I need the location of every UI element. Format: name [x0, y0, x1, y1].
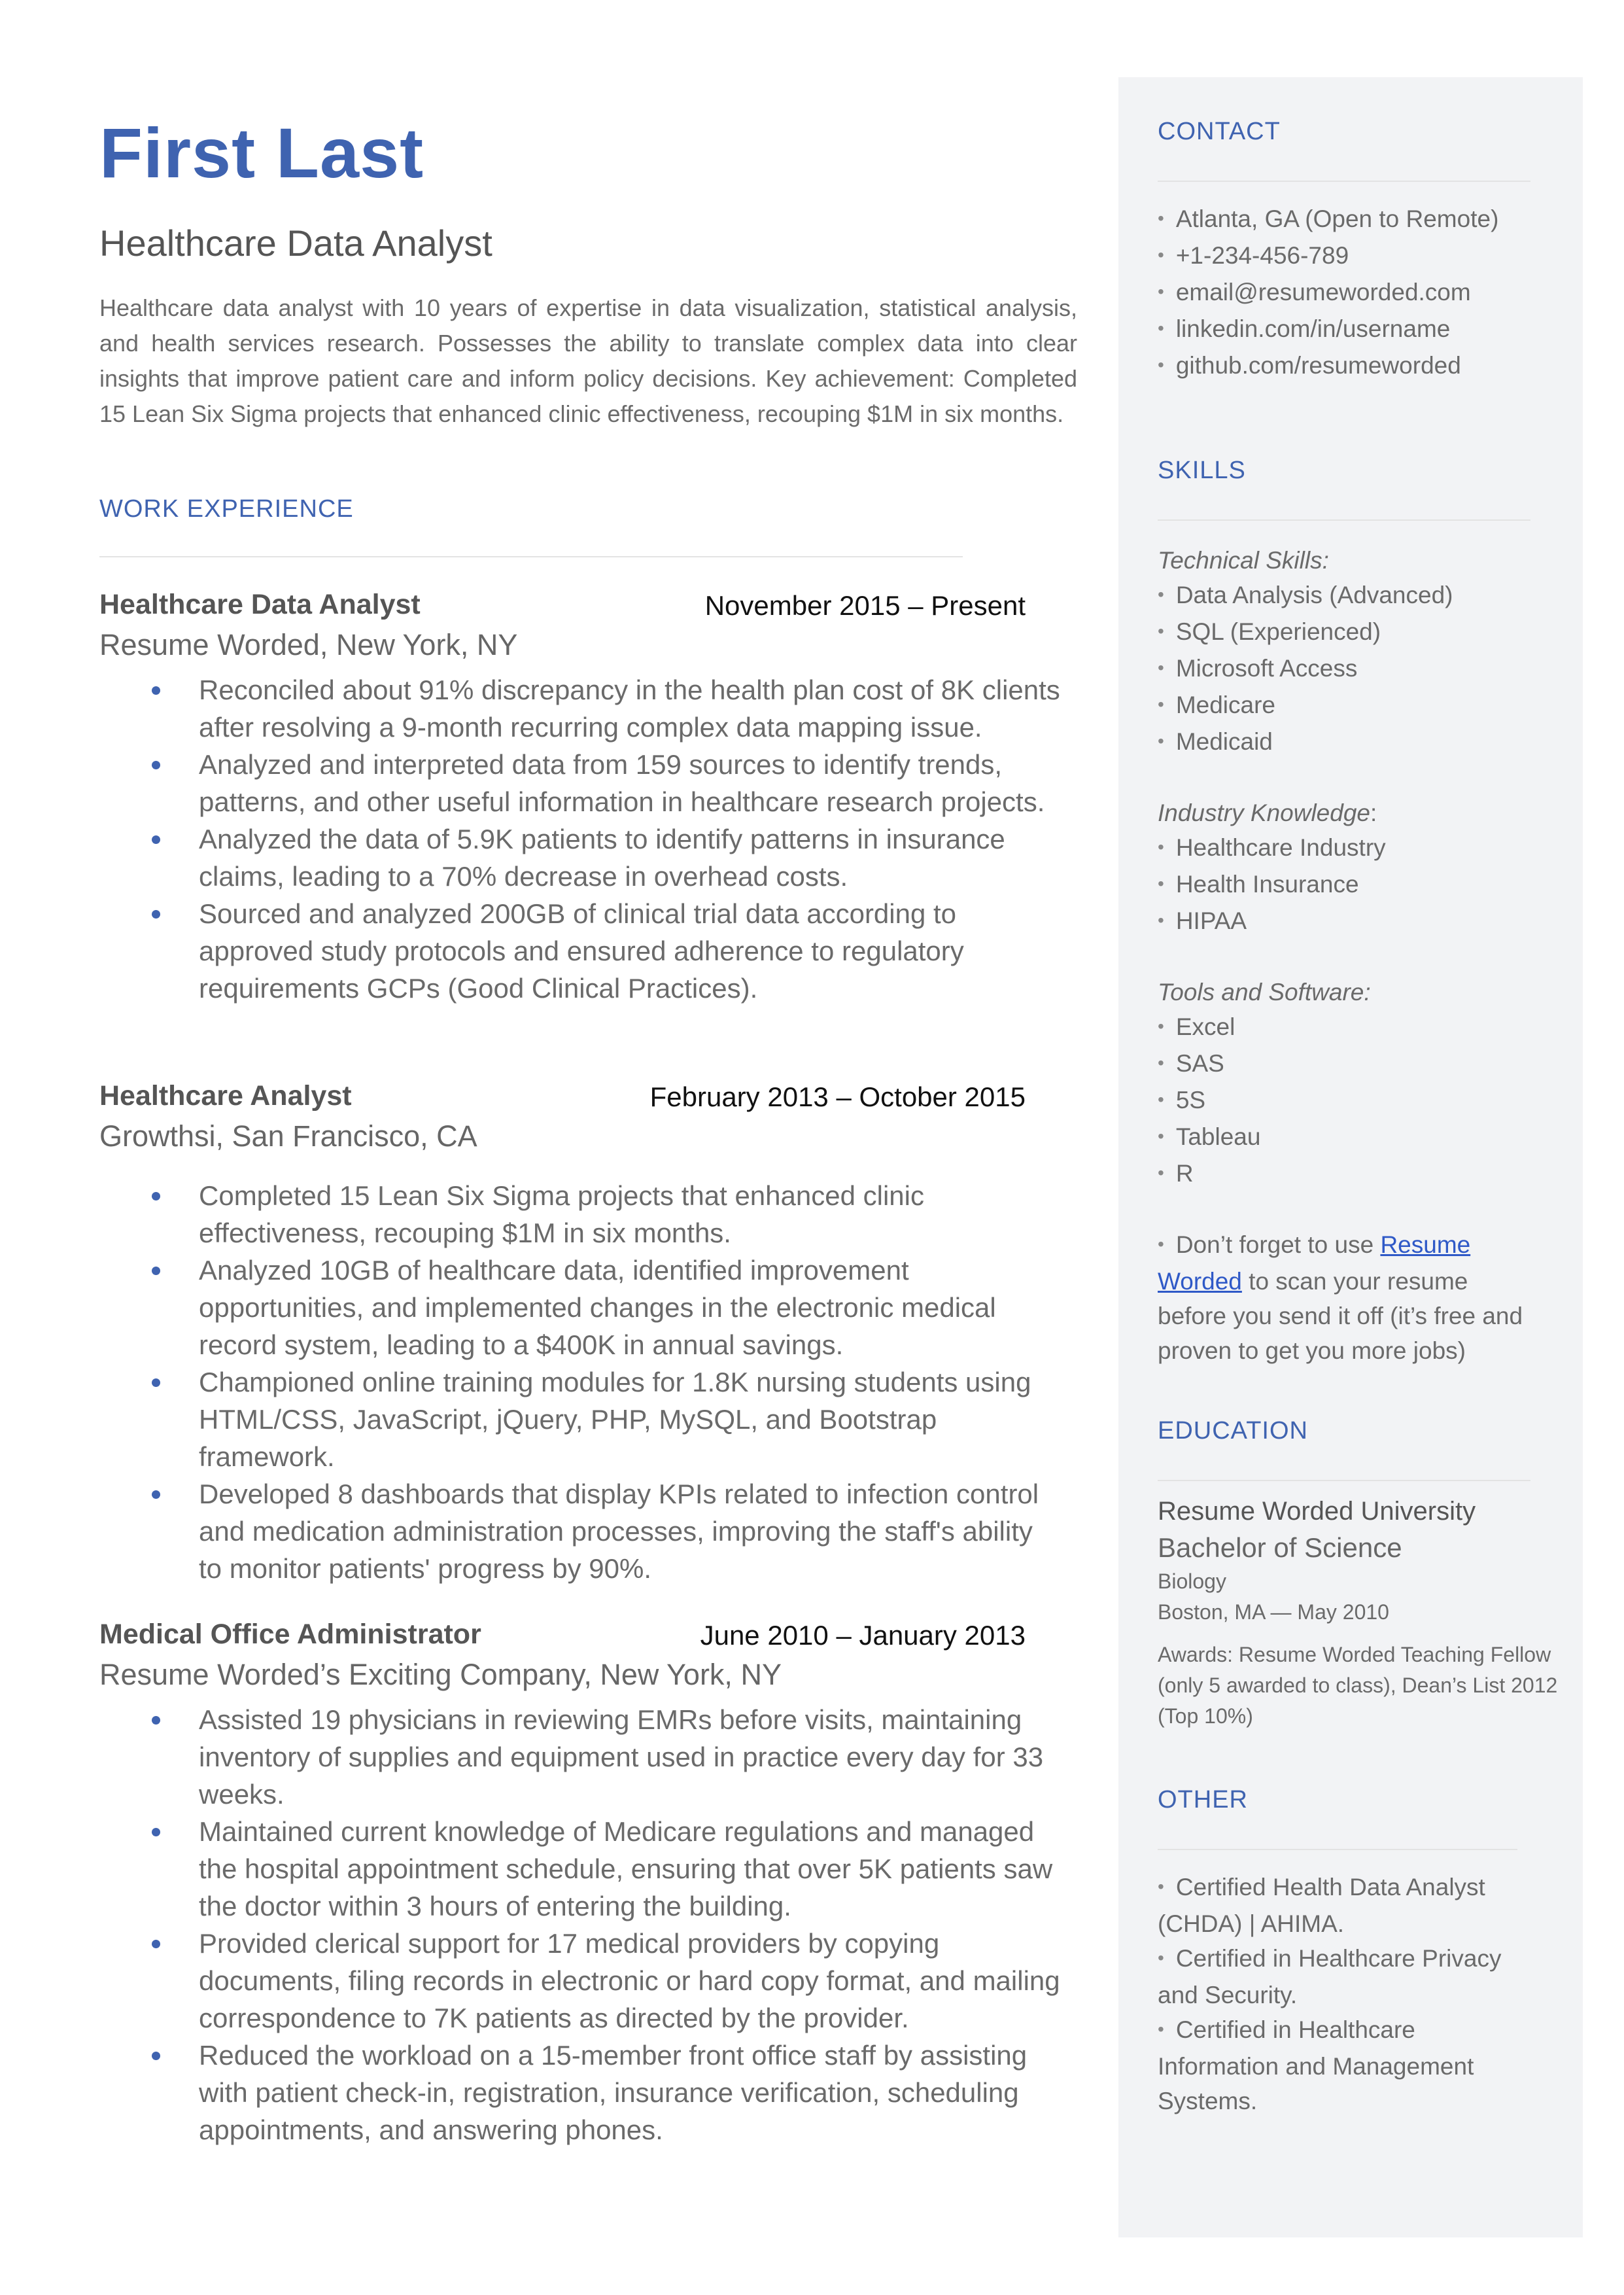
- contact-linkedin[interactable]: • linkedin.com/in/username: [1158, 311, 1563, 348]
- tools-software-label: Tools and Software:: [1158, 979, 1371, 1006]
- other-item: • Certified Health Data Analyst (CHDA) | AHIMA.: [1158, 1870, 1524, 1941]
- job-dates: June 2010 – January 2013: [700, 1620, 1026, 1651]
- job-dates: February 2013 – October 2015: [649, 1081, 1026, 1112]
- job-bullet: Reduced the workload on a 15-member front office staff by assisting with patient check-in, registration, insurance verification, scheduling appointments, and answering phones.: [99, 2037, 1062, 2148]
- job-bullet: Completed 15 Lean Six Sigma projects that enhanced clinic effectiveness, recouping $1M in six months.: [99, 1177, 1062, 1252]
- bullet-dot-icon: [152, 1716, 160, 1725]
- divider: [1158, 1480, 1530, 1481]
- bullet-dot-icon: [152, 1828, 160, 1836]
- job-bullet: Provided clerical support for 17 medical providers by copying documents, filing records in electronic or hard copy format, and mailing correspondence to 7K patients as directed by the provider.: [99, 1925, 1062, 2037]
- job-company: Growthsi, San Francisco, CA: [99, 1119, 477, 1153]
- job-company: Resume Worded’s Exciting Company, New York, NY: [99, 1658, 782, 1691]
- job-entry: [99, 1080, 1080, 1587]
- skill-item: • Healthcare Industry: [1158, 830, 1550, 867]
- education-section: [1158, 1417, 1563, 1728]
- job-bullet: Analyzed 10GB of healthcare data, identified improvement opportunities, and implemented changes in the electronic medical record system, leading to a $400K in annual savings.: [99, 1252, 1062, 1363]
- education-awards: Awards: Resume Worded Teaching Fellow (only 5 awarded to class), Dean’s List 2012 (Top 10%): [1158, 1643, 1558, 1728]
- job-title: Healthcare Analyst: [99, 1080, 352, 1112]
- bullet-dot-icon: [152, 1192, 160, 1200]
- job-title: Medical Office Administrator: [99, 1619, 481, 1650]
- bullet-dot-icon: [152, 835, 160, 844]
- skill-item: • HIPAA: [1158, 903, 1550, 940]
- bullet-dot-icon: [152, 1490, 160, 1499]
- job-bullet: Analyzed and interpreted data from 159 sources to identify trends, patterns, and other useful information in healthcare research projects.: [99, 746, 1062, 820]
- skill-item: • Data Analysis (Advanced): [1158, 578, 1550, 614]
- skill-item: • Health Insurance: [1158, 867, 1550, 903]
- bullet-dot-icon: [152, 1267, 160, 1275]
- education-heading: EDUCATION: [1158, 1417, 1308, 1445]
- candidate-role: Healthcare Data Analyst: [99, 222, 492, 264]
- contact-location: • Atlanta, GA (Open to Remote): [1158, 201, 1563, 238]
- job-title: Healthcare Data Analyst: [99, 589, 421, 620]
- bullet-dot-icon: [152, 686, 160, 695]
- skill-item: • Medicaid: [1158, 724, 1550, 761]
- technical-skills-label: Technical Skills:: [1158, 547, 1329, 574]
- job-dates: November 2015 – Present: [704, 590, 1026, 621]
- candidate-name: First Last: [99, 113, 424, 192]
- summary: Healthcare data analyst with 10 years of expertise in data visualization, statistical analysis, and health services research. Possesses the ability to translate complex data into clear insights that improve patient care and inform policy decisions. Key achievement: Completed 15 Lean Six Sigma projects that enhanced clinic effectiveness, recouping $1M in six months.: [99, 294, 1077, 427]
- other-section: [1158, 1786, 1550, 2114]
- skill-item: • SQL (Experienced): [1158, 614, 1550, 651]
- skill-item: • Microsoft Access: [1158, 651, 1550, 688]
- divider: [1158, 519, 1530, 521]
- skill-item: • Tableau: [1158, 1119, 1550, 1156]
- divider: [99, 556, 963, 557]
- work-experience-heading: WORK EXPERIENCE: [99, 495, 354, 523]
- divider: [1158, 1849, 1517, 1850]
- industry-knowledge-label: Industry Knowledge:: [1158, 799, 1377, 826]
- divider: [1158, 181, 1530, 182]
- bullet-dot-icon: [152, 1940, 160, 1948]
- skill-item: • Excel: [1158, 1009, 1550, 1046]
- job-bullet: Championed online training modules for 1.8K nursing students using HTML/CSS, JavaScript, jQuery, PHP, MySQL, and Bootstrap framework.: [99, 1363, 1062, 1475]
- contact-phone: • +1-234-456-789: [1158, 238, 1563, 275]
- job-bullet: Developed 8 dashboards that display KPIs related to infection control and medication administration processes, improving the staff's ability to monitor patients' progress by 90%.: [99, 1475, 1062, 1587]
- skill-item: • R: [1158, 1156, 1550, 1193]
- bullet-dot-icon: [152, 1378, 160, 1387]
- job-company: Resume Worded, New York, NY: [99, 628, 518, 661]
- education-degree: Bachelor of Science: [1158, 1532, 1402, 1563]
- skills-heading: SKILLS: [1158, 457, 1246, 484]
- bullet-dot-icon: [152, 910, 160, 919]
- contact-section: [1158, 118, 1550, 379]
- job-bullet: Analyzed the data of 5.9K patients to identify patterns in insurance claims, leading to a 70% decrease in overhead costs.: [99, 820, 1062, 895]
- resume-tip: • Don’t forget to use Resume Worded to scan your resume before you send it off (it’s free and proven to get you more jobs): [1158, 1227, 1524, 1368]
- other-item: • Certified in Healthcare Information and Management Systems.: [1158, 2012, 1524, 2118]
- job-entry: [99, 589, 1080, 1007]
- contact-heading: CONTACT: [1158, 118, 1281, 145]
- other-item: • Certified in Healthcare Privacy and Security.: [1158, 1941, 1524, 2012]
- skill-item: • SAS: [1158, 1046, 1550, 1083]
- contact-github[interactable]: • github.com/resumeworded: [1158, 348, 1563, 385]
- education-field: Biology: [1158, 1569, 1226, 1593]
- job-bullet: Sourced and analyzed 200GB of clinical trial data according to approved study protocols and ensured adherence to regulatory requirements GCPs (Good Clinical Practices).: [99, 895, 1062, 1007]
- other-heading: OTHER: [1158, 1786, 1248, 1813]
- job-entry: [99, 1619, 1080, 2148]
- sidebar: [1118, 77, 1583, 2237]
- job-bullet: Assisted 19 physicians in reviewing EMRs before visits, maintaining inventory of supplies and equipment used in practice every day for 33 weeks.: [99, 1701, 1062, 1813]
- contact-email[interactable]: • email@resumeworded.com: [1158, 275, 1563, 311]
- education-location-date: Boston, MA — May 2010: [1158, 1600, 1389, 1624]
- main-column: [99, 113, 1080, 2145]
- job-bullet: Maintained current knowledge of Medicare regulations and managed the hospital appointment schedule, ensuring that over 5K patients saw the doctor within 3 hours of entering the building.: [99, 1813, 1062, 1925]
- skill-item: • Medicare: [1158, 688, 1550, 724]
- bullet-dot-icon: [152, 761, 160, 769]
- job-bullet: Reconciled about 91% discrepancy in the health plan cost of 8K clients after resolving a 9-month recurring complex data mapping issue.: [99, 671, 1062, 746]
- skill-item: • 5S: [1158, 1083, 1550, 1119]
- education-school: Resume Worded University: [1158, 1497, 1476, 1526]
- resume-worded-link[interactable]: Resume Worded: [1158, 1231, 1471, 1295]
- skills-section: [1158, 457, 1550, 1364]
- bullet-dot-icon: [152, 2052, 160, 2060]
